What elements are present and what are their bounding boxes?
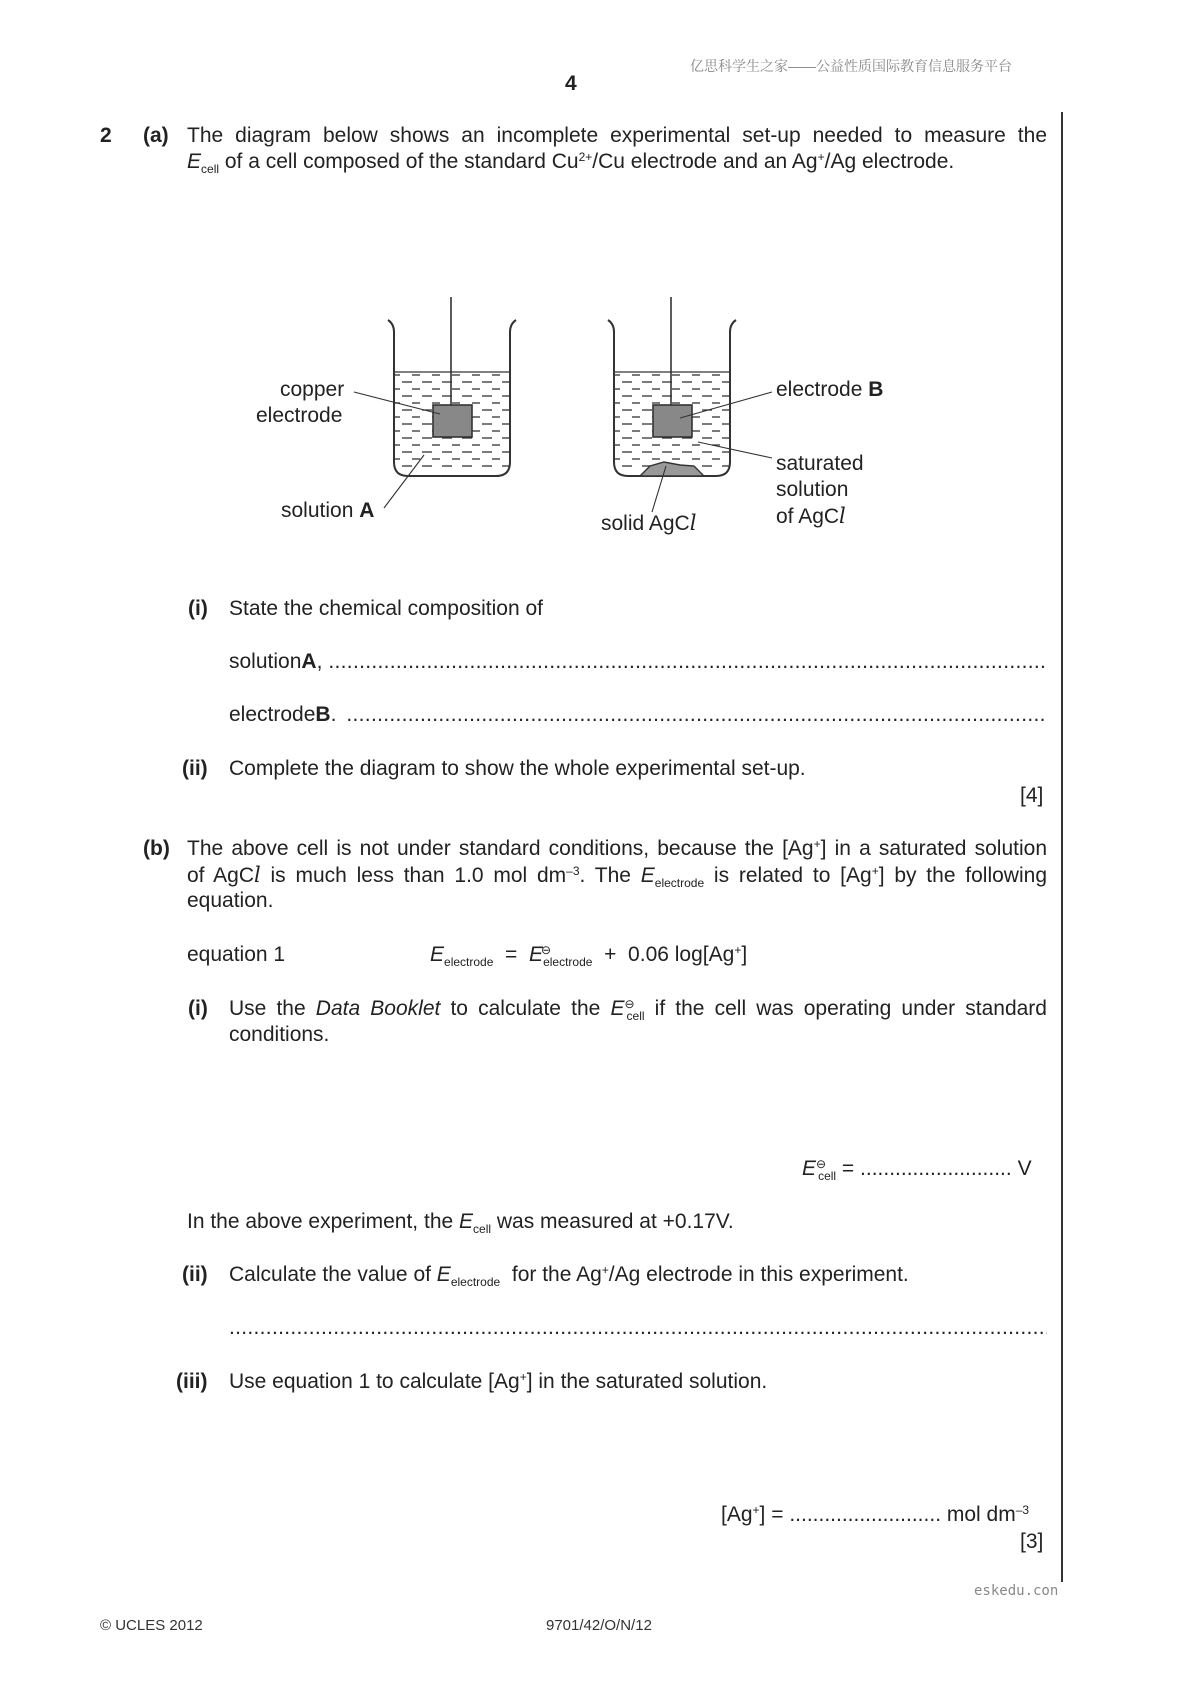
ag-concentration-answer-line[interactable]: [Ag+] = .......................... mol $dm^{-3}$ [721, 1503, 1030, 1526]
part-a-i-text: State the chemical composition of [229, 597, 543, 620]
part-a-ii-text: Complete the diagram to show the whole experimental set-up. [229, 757, 806, 780]
measurement-note: In the above experiment, the $E_{cell}$ was measured at +0.17V. [187, 1210, 734, 1236]
part-b-ii-label: (ii) [182, 1263, 208, 1286]
part-b-i-line1: Use the Data Booklet to calculate the $E^⊖_{cell}$ if the cell was operating under standard [229, 997, 1047, 1023]
copper-electrode-plate [433, 405, 472, 437]
question-number: 2 [100, 124, 112, 147]
part-a-line2: $E_{cell}$ of a cell composed of the standard $Cu^{2+}/Cu$ electrode and an Ag+/Ag electrode. [187, 150, 955, 176]
part-b-i-label: (i) [188, 997, 208, 1020]
part-b-iii-label: (iii) [176, 1370, 208, 1393]
part-b-i-line2: conditions. [229, 1023, 330, 1046]
e-cell-answer-line[interactable]: $E^⊖_{cell}$ = .......................... V [802, 1157, 1032, 1183]
part-b-line2: of AgCl is much less than 1.0 mol $dm^{-3}$. The $E_{electrode}$ is related to [Ag+] by the following [187, 863, 1047, 890]
page-number: 4 [565, 72, 577, 95]
part-b-line1: The above cell is not under standard conditions, because the [Ag+] in a saturated solution [187, 837, 1048, 860]
label-electrode: electrode [256, 404, 343, 427]
right-beaker [608, 297, 736, 476]
equation-1: $E_{electrode} = E^⊖_{electrode} + 0.06$ log[Ag+] [430, 943, 748, 969]
part-b-line3: equation. [187, 889, 274, 912]
part-a-marks: [4] [1020, 784, 1044, 807]
part-b-ii-text: Calculate the value of $E_{electrode}$ for the Ag+/Ag electrode in this experiment. [229, 1263, 909, 1289]
label-copper: copper [280, 378, 345, 401]
part-b-marks: [3] [1020, 1530, 1044, 1553]
label-electrode-b: electrode B [776, 378, 884, 401]
label-solution: solution [776, 478, 849, 501]
header-watermark: 亿思科学生之家——公益性质国际教育信息服务平台 [690, 58, 1012, 74]
e-electrode-answer-line[interactable] [229, 1315, 1047, 1341]
part-a-line1: The diagram below shows an incomplete experimental set-up needed to measure the [187, 124, 1047, 147]
part-a-label: (a) [143, 124, 169, 147]
label-of-agcl: of AgCl [776, 504, 846, 528]
footer-site: eskedu.con [974, 1583, 1059, 1599]
part-a-ii-label: (ii) [182, 757, 208, 780]
left-beaker [388, 297, 516, 476]
label-solution-a: solution A [281, 499, 375, 522]
part-b-label: (b) [143, 837, 170, 860]
electrode-b-plate [653, 405, 692, 437]
label-solid-agcl: solid AgCl [601, 511, 697, 535]
solution-a-answer-line[interactable]: solution A , ..... [229, 649, 1047, 675]
equation-label: equation 1 [187, 943, 286, 966]
label-saturated: saturated [776, 452, 864, 475]
part-a-i-label: (i) [188, 597, 208, 620]
electrode-b-answer-line[interactable]: electrode B . ..... [229, 702, 1047, 728]
footer-copyright: © UCLES 2012 [100, 1617, 203, 1634]
footer-paper-code: 9701/42/O/N/12 [546, 1617, 652, 1634]
part-b-iii-text: Use equation 1 to calculate [Ag+] in the saturated solution. [229, 1370, 768, 1393]
